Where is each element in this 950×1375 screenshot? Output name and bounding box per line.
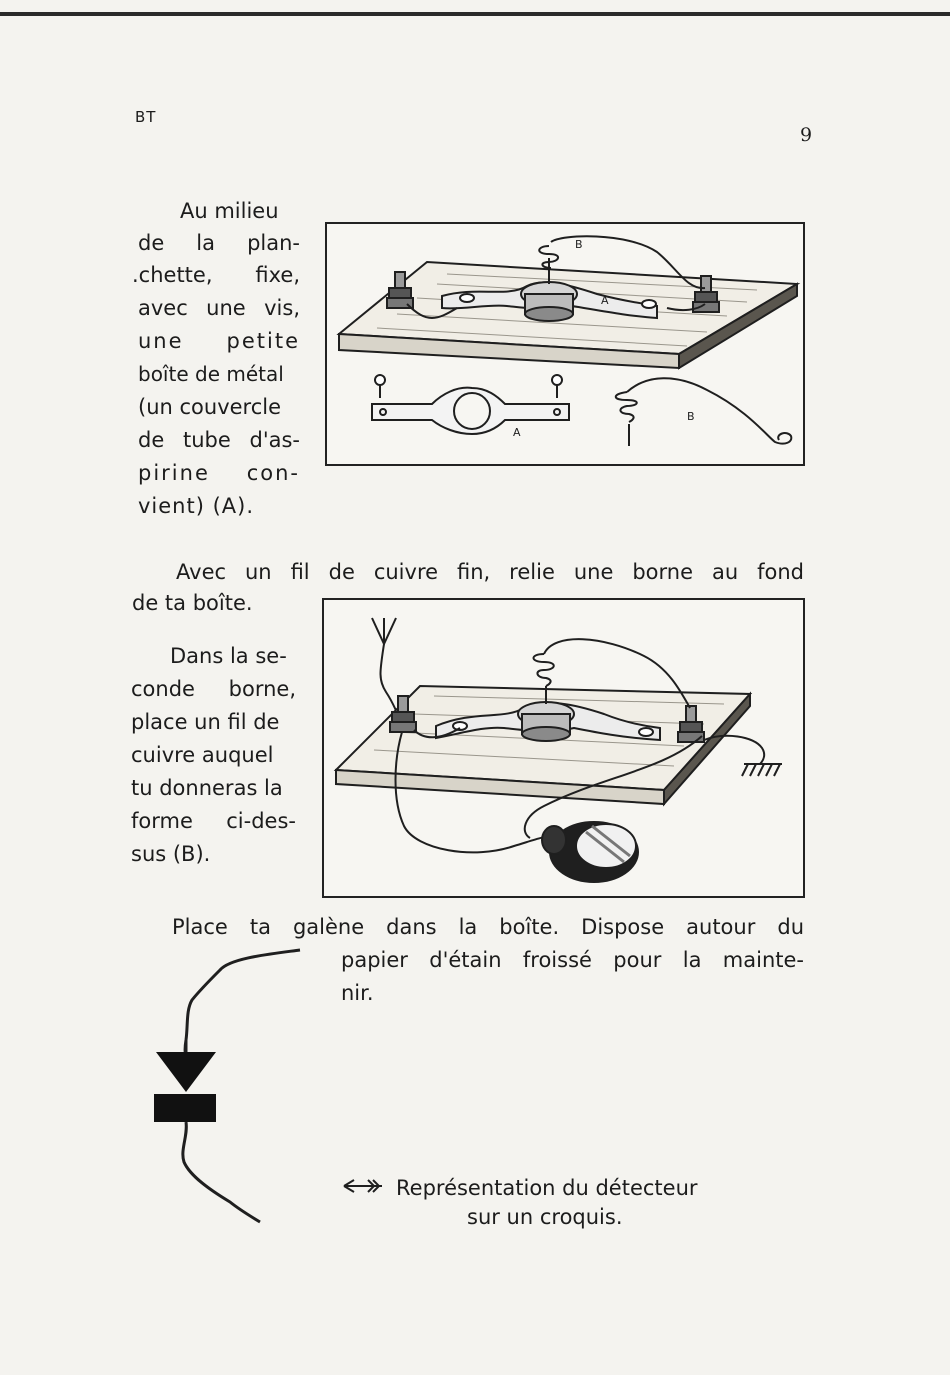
page-number: 9	[800, 124, 813, 146]
figure-1-detector-parts	[325, 222, 805, 466]
text-line: vient) (A).	[138, 494, 255, 518]
text-line: Place ta galène dans la boîte. Dispose autour du	[172, 915, 804, 939]
ground-symbol	[742, 764, 782, 776]
label-a: A	[601, 294, 609, 307]
text-line: cuivre auquel	[131, 743, 274, 767]
text-line: place un fil de	[131, 710, 280, 734]
caption-line: sur un croquis.	[467, 1205, 623, 1229]
text-line: une petite	[138, 329, 300, 353]
screw-right	[552, 375, 562, 398]
label-b-spring: B	[687, 410, 695, 423]
strip-A-flat	[372, 388, 569, 434]
spring-wire-B	[616, 378, 792, 446]
text-line: Avec un fil de cuivre fin, relie une borne au fond	[176, 560, 804, 584]
text-line: Au milieu	[180, 199, 279, 223]
text-line: sus (B).	[131, 842, 211, 866]
text-line: forme ci-des-	[131, 809, 296, 833]
text-line: tu donneras la	[131, 776, 283, 800]
text-line: (un couvercle	[138, 395, 282, 419]
caption-line: Représentation du détecteur	[396, 1176, 698, 1200]
text-line: de la plan-	[138, 231, 300, 255]
text-line: pirine con-	[138, 461, 300, 485]
text-line: de ta boîte.	[132, 591, 253, 615]
text-line: avec une vis,	[138, 296, 300, 320]
label-b: B	[575, 238, 583, 251]
earphone	[542, 822, 638, 882]
antenna-symbol	[372, 618, 400, 718]
header-left: BT	[135, 108, 157, 126]
text-line: conde borne,	[131, 677, 296, 701]
screw-left	[375, 375, 385, 398]
text-line: boîte de métal	[138, 362, 284, 386]
figure-2-assembled-detector	[322, 598, 805, 898]
text-line: Dans la se-	[170, 644, 287, 668]
label-a-flat: A	[513, 426, 521, 439]
arrow-left-icon	[340, 1176, 384, 1196]
text-line: papier d'étain froissé pour la mainte-	[341, 948, 804, 972]
top-rule	[0, 12, 950, 16]
text-line: de tube d'as-	[138, 428, 300, 452]
text-line: .chette, fixe,	[132, 263, 300, 287]
text-line: nir.	[341, 981, 374, 1005]
detector-symbol-icon	[140, 940, 340, 1230]
